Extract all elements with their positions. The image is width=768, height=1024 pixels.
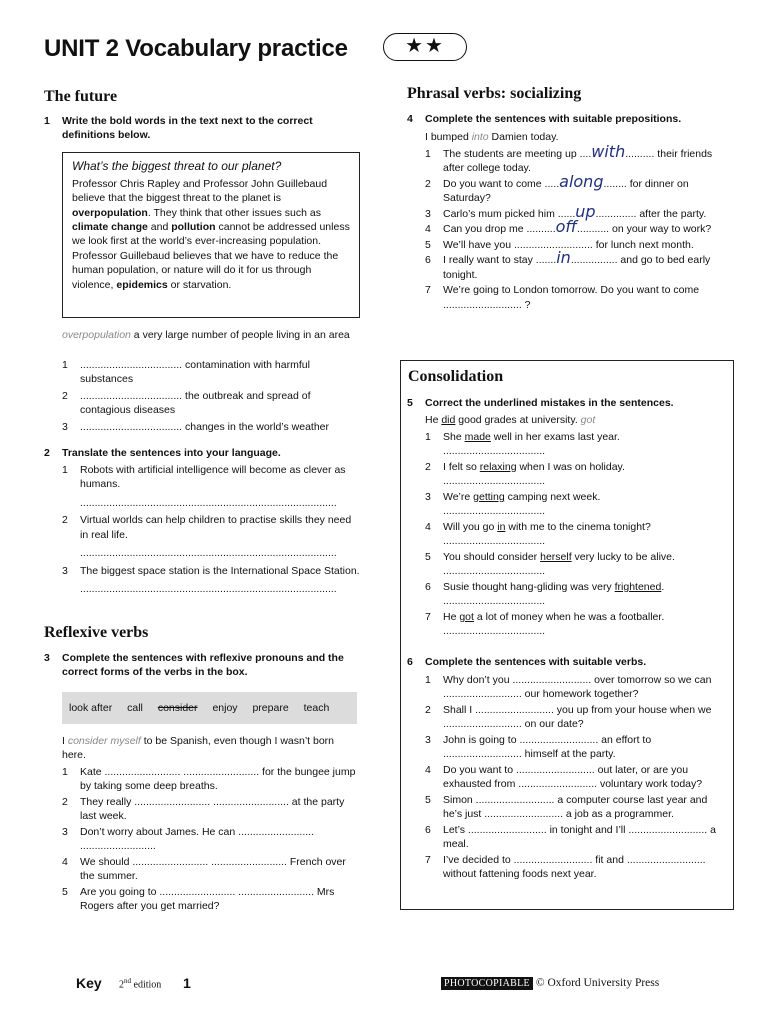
list-item: 1 She made well in her exams last year. ................................... xyxy=(425,431,620,458)
word-prepare: prepare xyxy=(252,702,289,714)
exercise-4-example: I bumped into Damien today. xyxy=(425,131,559,143)
exercise-1-instruction: 1 Write the bold words in the text next to the correct definitions below. xyxy=(44,115,313,142)
footer-publisher: PHOTOCOPIABLE © Oxford University Press xyxy=(441,976,659,992)
list-item: 1 The students are meeting up ....with.......... their friends after college today. xyxy=(425,142,713,175)
exercise-4-instruction: 4 Complete the sentences with suitable prepositions. xyxy=(407,113,682,125)
list-item: 4 Do you want to ........................... out later, or are you exhausted from ........................... voluntary work today? xyxy=(425,763,703,791)
list-item: 7 I’ve decided to ........................... fit and ........................... without fattening foods next year. xyxy=(425,853,706,881)
photocopiable-badge: PHOTOCOPIABLE xyxy=(441,977,533,990)
exercise-2-instruction: 2 Translate the sentences into your language. xyxy=(44,447,281,459)
exercise-3-instruction: 3 Complete the sentences with reflexive pronouns and the correct forms of the verbs in the box. xyxy=(44,652,344,679)
list-item: 6 Susie thought hang-gliding was very frightened. ................................... xyxy=(425,580,665,608)
list-item: 1 Why don’t you ........................... over tomorrow so we can ........................... our homework together? xyxy=(425,674,712,701)
exercise-5-items xyxy=(425,430,725,639)
list-item: 3 John is going to ........................... an effort to ........................... himself at the party. xyxy=(425,733,652,761)
exercise-6-instruction: 6 Complete the sentences with suitable verbs. xyxy=(407,656,647,668)
word-look-after: look after xyxy=(69,702,113,714)
list-item: 3 The biggest space station is the International Space Station. ........................................................................................ xyxy=(62,564,360,596)
list-item: 2 ................................... the outbreak and spread of contagious diseases xyxy=(62,389,311,417)
reading-text-box xyxy=(62,152,360,318)
exercise-3-items xyxy=(62,765,356,914)
exercise-5-example: He did good grades at university. got xyxy=(425,414,596,426)
list-item: 6 Let’s ........................... in tonight and I’ll ........................... a meal. xyxy=(425,823,716,851)
list-item: 2 Do you want to come .....along........ for dinner on Saturday? xyxy=(425,171,689,205)
exercise-5-instruction: 5 Correct the underlined mistakes in the sentences. xyxy=(407,397,674,409)
list-item: 5 You should consider herself very lucky to be alive. ................................... xyxy=(425,550,675,578)
handwritten-answer: up xyxy=(575,201,596,221)
exercise-2-items xyxy=(62,463,362,597)
list-item: 5 Simon ........................... a computer course last year and he’s just ........................... a job as a programmer. xyxy=(425,793,708,821)
word-call: call xyxy=(127,702,143,714)
heading-the-future: The future xyxy=(44,88,118,105)
list-item: 3 ................................... changes in the world’s weather xyxy=(62,420,330,433)
list-item: 4 Can you drop me ..........off........... on your way to work? xyxy=(425,217,712,237)
heading-phrasal-verbs: Phrasal verbs: socializing xyxy=(407,85,582,102)
list-item: 2 I felt so relaxing when I was on holiday. ................................... xyxy=(425,460,625,488)
list-item: 1 Kate .......................... .......................... for the bungee jump by taking some deep breaths. xyxy=(62,766,356,793)
exercise-1-example: overpopulation a very large number of people living in an area xyxy=(62,329,350,341)
exercise-3-example: I consider myself to be Spanish, even though I wasn’t born here. xyxy=(62,735,335,762)
heading-consolidation: Consolidation xyxy=(408,368,504,385)
handwritten-answer: along xyxy=(559,171,604,191)
list-item: 1 Robots with artificial intelligence will become as clever as humans. ........................................................................................ xyxy=(62,464,346,509)
exercise-6-items xyxy=(425,673,725,882)
list-item: 3 Carlo’s mum picked him ......up.............. after the party. xyxy=(425,201,707,221)
list-item: 1 ................................... contamination with harmful substances xyxy=(62,359,310,386)
list-item: 7 He got a lot of money when he was a footballer. ................................... xyxy=(425,610,665,638)
list-item: 3 We’re getting camping next week. ................................... xyxy=(425,490,601,518)
list-item: 2 Shall I ........................... you up from your house when we ........................... on our date? xyxy=(425,703,712,731)
list-item: 5 We’ll have you ........................... for lunch next month. xyxy=(425,238,694,251)
footer-edition: 2nd edition xyxy=(119,977,162,991)
handwritten-answer: with xyxy=(591,142,626,161)
difficulty-stars: ★★ xyxy=(383,33,467,61)
list-item: 5 Are you going to .......................... .......................... Mrs Rogers after you get married? xyxy=(62,885,335,913)
footer-key: Key xyxy=(76,975,102,991)
word-box xyxy=(62,692,357,724)
list-item: 7 We’re going to London tomorrow. Do you want to come ........................... ? xyxy=(425,284,700,311)
word-teach: teach xyxy=(303,702,330,714)
page-title: UNIT 2 Vocabulary practice xyxy=(44,35,348,62)
list-item: 3 Don’t worry about James. He can .......................... .......................... xyxy=(62,825,314,853)
word-consider: consider xyxy=(157,702,198,714)
reading-body: Professor Chris Rapley and Professor John Guillebaud believe that the biggest threat to the planet is overpopulation. They think that other issues such as climate change and pollution cannot be addressed unless we look first at the world’s ever-increasing population. Professor Guillebaud believes that we have to reduce the human population, or nature will do it for us through violence, epidemics or starvation. xyxy=(72,177,350,291)
list-item: 2 They really .......................... .......................... at the party last week. xyxy=(62,795,345,823)
exercise-1-items xyxy=(62,358,362,434)
page-number: 1 xyxy=(183,975,191,991)
heading-reflexive-verbs: Reflexive verbs xyxy=(44,624,149,641)
exercise-4-items xyxy=(425,142,725,312)
list-item: 2 Virtual worlds can help children to practise skills they need in real life. ........................................................................................ xyxy=(62,514,352,560)
handwritten-answer: off xyxy=(555,217,577,237)
list-item: 4 Will you go in with me to the cinema tonight? ................................... xyxy=(425,520,651,548)
list-item: 6 I really want to stay .......in................ and go to bed early tonight. xyxy=(425,248,711,281)
handwritten-answer: in xyxy=(556,248,571,268)
reading-title: What’s the biggest threat to our planet? xyxy=(72,159,282,173)
word-enjoy: enjoy xyxy=(212,702,238,714)
list-item: 4 We should .......................... .......................... French over the summer. xyxy=(62,855,346,883)
